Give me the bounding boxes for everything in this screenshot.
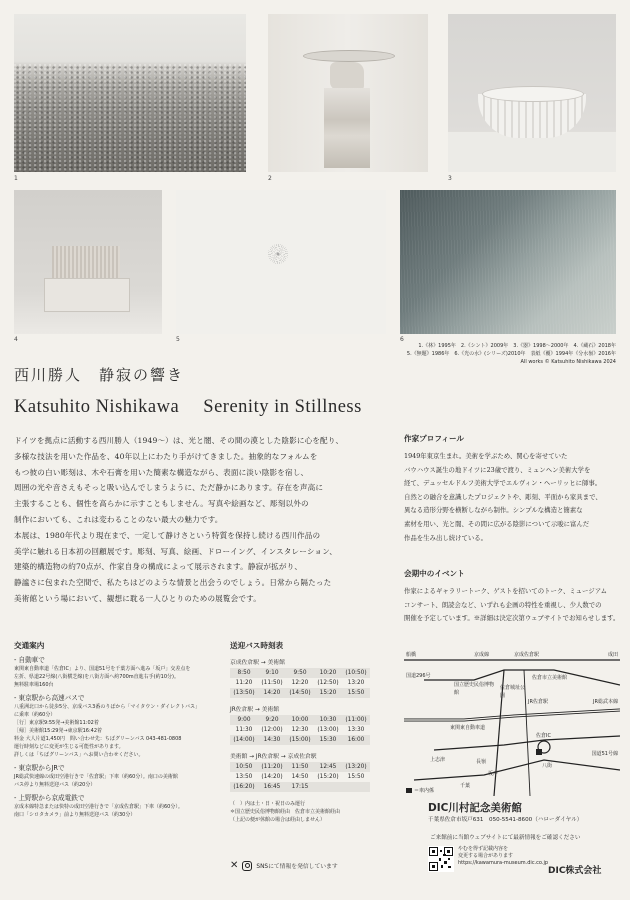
bus-time: (13:00) [317, 727, 339, 733]
museum-address: 千葉県佐倉市坂戸631 050-5541-8600（ハローダイヤル） [428, 817, 583, 823]
bus-time: (15:20) [317, 774, 339, 780]
access-group-title: - 東京駅から高速バスで [14, 694, 85, 702]
bus-time: (12:00) [261, 727, 283, 733]
bus-time: 10:50 [230, 762, 258, 772]
bus-table [230, 762, 370, 792]
map-label-sakura-museum: 佐倉市立美術館 [532, 675, 568, 681]
intro-line: 建築的構造物の約70点が、作家自身の構成によって展示されます。静寂が拡がり、 [14, 562, 303, 572]
bus-time: (11:20) [258, 762, 286, 772]
access-group-title: - 東京駅からJRで [14, 764, 65, 772]
map-label-keisei-sakura: 京成佐倉駅 [514, 652, 540, 658]
map-label-nagane: 長嶺 [476, 759, 487, 765]
map-legend: ＝車内係 [414, 788, 435, 794]
web-note: ご来館前に当館ウェブサイトにて最新情報をご確認ください [430, 835, 581, 841]
bus-time: 13:30 [347, 727, 365, 733]
profile-line: 1949年東京生まれ。美術を学ぶため、関心を寄せていた [404, 452, 568, 460]
access-section [14, 640, 224, 819]
profile-line: 作品を生み出し続けている。 [404, 533, 488, 542]
bus-time [342, 782, 370, 792]
map-label-kamishizu: 上志津 [430, 757, 446, 763]
bus-time: 10:30 [314, 715, 342, 725]
bus-route: 美術館 → JR佐倉駅 → 京成佐倉駅 [230, 754, 317, 760]
bus-time: (15:00) [286, 735, 314, 745]
map-graphic [404, 650, 620, 798]
profile-line: 経て、デュッセルドルフ美術大学でエルヴィン・ヘーリッヒに師事。 [404, 479, 602, 488]
artwork-3-photo [448, 14, 616, 172]
intro-line: 静謐さに包まれた空間で、私たちはどのような情景と出会うのでしょう。日常から隔たった [14, 578, 332, 588]
map-label-jr-sakura: JR佐倉駅 [528, 699, 548, 705]
bus-time: 14:50 [291, 774, 309, 780]
qr-caption-line: やむを得ず記載内容を [458, 846, 509, 852]
access-line: JR総武快速線の成田空港行きで「佐倉駅」下車（約60分）。南口の美術館 [14, 774, 178, 780]
access-line: に乗車（約60分） [14, 712, 56, 718]
qr-code[interactable] [428, 846, 454, 872]
access-group [14, 793, 224, 819]
access-group-title: - 上野駅から京成電鉄で [14, 794, 85, 802]
intro-line: 制作においても、これは変わることのない最大の魅力です。 [14, 514, 223, 524]
artwork-5-photo [176, 190, 386, 334]
artwork-number: 1 [14, 175, 18, 182]
profile-line: 素材を用い、光と闇、その間に広がる陰影について示唆に富んだ [404, 519, 590, 528]
bus-time: 12:20 [291, 680, 309, 686]
map-label-sakura-castle: 佐倉城址公園 [500, 685, 526, 699]
intro-line: 美術館という場において、観想に耽る一人ひとりのための展覧会です。 [14, 593, 262, 603]
events-section [404, 568, 620, 626]
map-label-funabashi: 船橋 [406, 652, 417, 658]
bus-note: ＊国立歴史民俗博物館経由 佐倉市立美術館経由 [230, 809, 341, 815]
map-label-rekihaku: 国立歴史民俗博物館 [454, 682, 495, 696]
bus-table [230, 715, 370, 745]
events-line: 作家によるギャラリートーク、ゲストを招いてのトーク、ミュージアム [404, 587, 608, 595]
bus-time: (10:50) [342, 668, 370, 678]
museum-url[interactable]: https://kawamura-museum.dic.co.jp [458, 860, 549, 866]
bus-time: (13:50) [230, 688, 258, 698]
map-label-sakado: 坂戸 [488, 771, 499, 777]
credits-line: 1.《林》1995年 2.《シント》2009年 3.《器》1998〜2000年 4.《蔵石》2018年 [418, 343, 616, 349]
bus-timetable [230, 640, 400, 824]
events-line: 開催を予定しています。※詳細は決定次第ウェブサイトでお知らせします。 [404, 614, 620, 623]
access-line: 左折、県道22号線(八街横芝線)を八街方面へ約700m直進右手(約10分)。 [14, 674, 179, 680]
bus-table [230, 668, 370, 698]
bus-time: 11:20 [235, 680, 253, 686]
bus-time: 14:30 [258, 735, 286, 745]
access-map [404, 650, 620, 798]
events-line: コンサート、朗読会など、いずれも企画の特性を重視し、少人数での [404, 600, 602, 609]
qr-caption [458, 846, 548, 867]
bus-time: 9:00 [230, 715, 258, 725]
access-line: 詳しくは「ちばグリーンバス」へお問い合わせください。 [14, 752, 144, 758]
artwork-1-photo [14, 14, 246, 172]
map-label-route-51: 国道51号線 [591, 751, 618, 757]
intro-line: 主張することも、個性を高らかに示すこともしません。写真や絵画など、彫刻以外の [14, 499, 309, 509]
intro-text [14, 433, 394, 607]
bus-time: (16:20) [230, 782, 258, 792]
artwork-credits [296, 342, 616, 366]
access-group [14, 763, 224, 789]
map-label-keisei-line: 京成線 [474, 652, 490, 658]
access-line: 料金 大人片道1,450円 問い合わせ先：ちばグリーンバス 043-481-0808 [14, 736, 182, 742]
profile-line: 異なる造形分野を横断しながら制作。シンプルな構造と簡素な [404, 506, 583, 515]
bus-time: (11:00) [342, 715, 370, 725]
bus-time: 15:30 [314, 735, 342, 745]
intro-line: 本展は、1980年代より現在まで、一定して静けさという特質を保持し続ける西川作品の [14, 530, 321, 540]
map-label-higashikanto: 東関東自動車道 [450, 725, 486, 731]
bus-time: 10:20 [314, 668, 342, 678]
events-heading: 会期中のイベント [404, 569, 465, 578]
credits-line: All works © Katsuhito Nishikawa 2024 [520, 359, 616, 365]
map-label-route-296: 国道296号 [406, 673, 431, 679]
x-icon[interactable]: ✕ [230, 860, 239, 871]
bus-route: JR佐倉駅 → 美術館 [230, 707, 280, 713]
map-label-narita: 成田 [607, 652, 618, 658]
map-label-yachimata: 八街 [542, 763, 553, 769]
access-line: 八重洲北口から徒歩5分、京成バス3番のりばから「マイタウン・ダイレクトバス」 [14, 704, 200, 710]
company-logo: DIC株式会社 [548, 866, 602, 876]
bus-time: 13:20 [347, 680, 365, 686]
artwork-number: 5 [176, 336, 180, 343]
bus-time: 12:30 [291, 727, 309, 733]
intro-line: ドイツを拠点に活動する西川勝人（1949〜）は、光と闇、その間の漠とした陰影に心を配り、 [14, 436, 344, 445]
bus-time: 9:50 [286, 668, 314, 678]
social-row [230, 860, 338, 871]
exhibition-title-jp: 西川勝人 静寂の響き [14, 366, 185, 384]
access-line: 運行時刻などに変更が生じる可能性があります。 [14, 744, 124, 750]
access-line: 東関東自動車道「佐倉IC」より、国道51号を千葉方面へ進み「坂戸」交差点を [14, 666, 191, 672]
intro-line: 多様な技法を用いた作品を、40年以上にわたり手がけてきました。抽象的なフォルムを [14, 451, 318, 461]
bus-time: 15:50 [342, 688, 370, 698]
bus-time: 12:45 [314, 762, 342, 772]
artwork-number: 2 [268, 175, 272, 182]
bus-time: 11:30 [235, 727, 253, 733]
access-line: 無料駐車場160台 [14, 682, 54, 688]
bus-time: 17:15 [286, 782, 314, 792]
artwork-4-photo [14, 190, 162, 334]
access-line: 京成本線特急または快特の成田空港行きで「京成佐倉駅」下車（約60分）。 [14, 804, 183, 810]
bus-time: (13:20) [342, 762, 370, 772]
bus-time: 14:20 [258, 688, 286, 698]
bus-time: 13:50 [235, 774, 253, 780]
bus-time: 16:00 [342, 735, 370, 745]
profile-line: バウハウス誕生の地ドイツに23歳で渡り、ミュンヘン美術大学を [404, 465, 591, 474]
instagram-icon[interactable] [242, 861, 252, 871]
bus-note: （ ）内は土・日・祝日のみ運行 [230, 801, 306, 807]
exhibition-title-en: Katsuhito Nishikawa Serenity in Stillness [14, 397, 362, 417]
bus-time: 8:50 [230, 668, 258, 678]
bus-time: (14:50) [286, 688, 314, 698]
access-line: ［帰］美術館15:29発→東京駅16:42着 [14, 728, 103, 734]
artwork-number: 6 [400, 336, 404, 343]
bus-time: 10:00 [286, 715, 314, 725]
profile-heading: 作家プロフィール [404, 434, 464, 443]
bus-route: 京成佐倉駅 → 美術館 [230, 660, 285, 666]
bus-time: 16:45 [258, 782, 286, 792]
access-group [14, 655, 224, 689]
museum-name: DIC川村記念美術館 [428, 802, 522, 814]
bus-time [314, 782, 342, 792]
map-label-sakura-ic: 佐倉IC [536, 733, 551, 739]
access-line: バス停より無料送迎バス（約20分） [14, 782, 96, 788]
intro-line: 周囲の光や音さえもそっと吸い込んでしまうように、ただ静かにあります。存在を声高に [14, 483, 324, 493]
bus-time: (14:20) [261, 774, 283, 780]
bus-time: 11:50 [286, 762, 314, 772]
artist-profile [404, 433, 620, 545]
bus-time: (14:00) [230, 735, 258, 745]
credits-line: 5.《無題》1986年 6.《光の水》(シリーズ)2010年 表紙《覆》1994年《分水嶺》2016年 [406, 351, 616, 357]
bus-time: (11:50) [261, 680, 283, 686]
artwork-number: 4 [14, 336, 18, 343]
profile-line: 自然との融合を意識したプロジェクトや、彫刻、平面から家具まで、 [404, 492, 602, 501]
bus-time: 15:20 [314, 688, 342, 698]
social-text: SNSにて情報を発信しています [256, 864, 338, 870]
bus-time: 15:50 [347, 774, 365, 780]
access-line: ［行］東京駅9:55発→美術館11:02着 [14, 720, 99, 726]
intro-line: 美学に触れる日本初の回顧展です。彫刻、写真、絵画、ドローイング、インスタレーション、 [14, 546, 338, 556]
access-group [14, 693, 224, 759]
access-line: 南口「シロタカメラ」前より無料送迎バス（約30分） [14, 812, 136, 818]
artwork-2-photo [268, 14, 428, 172]
bus-time: 9:20 [258, 715, 286, 725]
artwork-number: 3 [448, 175, 452, 182]
bus-time: 9:10 [258, 668, 286, 678]
map-label-chiba: 千葉 [460, 783, 471, 789]
qr-caption-line: 変更する場合があります [458, 853, 514, 859]
artwork-6-photo [400, 190, 616, 334]
access-heading: 交通案内 [14, 641, 45, 650]
bus-time: (12:50) [317, 680, 339, 686]
bus-note: （上記の便が休館の場合は経由しません） [230, 817, 326, 823]
access-group-title: - 自動車で [14, 656, 45, 664]
map-label-jr-sobu: JR総武本線 [593, 699, 618, 705]
bus-heading: 送迎バス時刻表 [230, 641, 284, 650]
intro-line: もつ彼の白い彫刻は、木や石膏を用いた簡素な構造ながら、表面に淡い陰影を宿し、 [14, 467, 309, 477]
